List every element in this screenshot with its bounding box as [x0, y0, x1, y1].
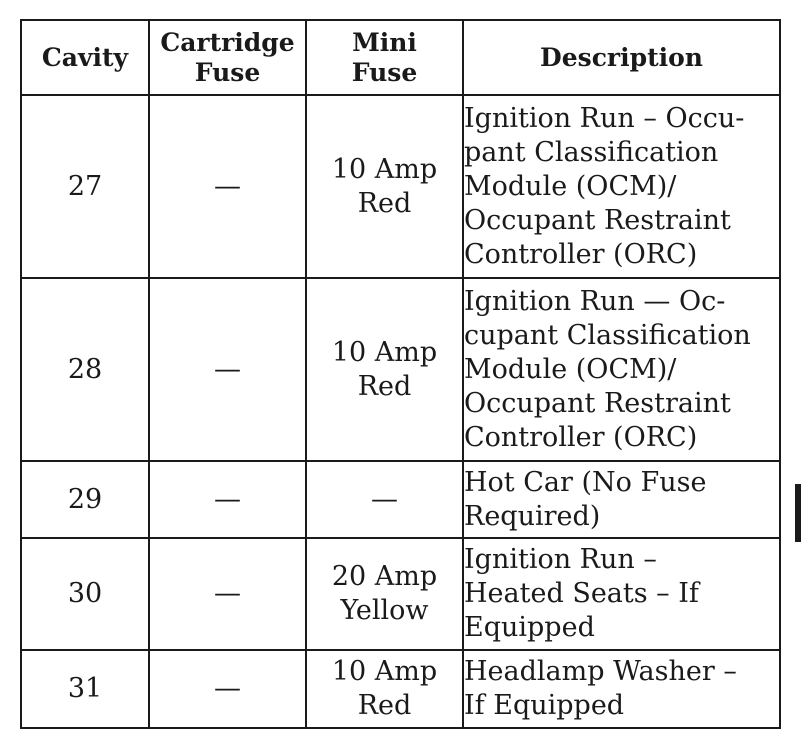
- mini-fuse-color: Red: [357, 370, 412, 402]
- cartridge-fuse-cell: —: [149, 461, 306, 538]
- mini-fuse-color: Red: [357, 690, 412, 721]
- description-line: pant Classification: [464, 136, 719, 168]
- table-header: [21, 20, 780, 95]
- mini-fuse-cell: [306, 278, 463, 461]
- header-cartridge-fuse: [149, 20, 306, 95]
- description-cell: [463, 461, 780, 538]
- cartridge-fuse-cell: —: [149, 278, 306, 461]
- page-edge-tab: [795, 484, 801, 542]
- description-line: Headlamp Washer –: [464, 656, 737, 687]
- header-mini-line2: Fuse: [351, 57, 418, 87]
- table-row: [21, 278, 780, 461]
- mini-fuse-rating: 10 Amp: [331, 336, 438, 368]
- description-line: Equipped: [464, 612, 595, 643]
- mini-fuse-cell: [306, 538, 463, 650]
- cartridge-fuse-cell: —: [149, 538, 306, 650]
- description-cell: [463, 278, 780, 461]
- description-line: Module (OCM)/: [464, 170, 677, 202]
- cavity-cell: 28: [21, 278, 149, 461]
- table-row: [21, 95, 780, 278]
- description-line: Occupant Restraint: [464, 204, 731, 236]
- description-line: Module (OCM)/: [464, 353, 677, 385]
- description-line: Occupant Restraint: [464, 387, 731, 419]
- cavity-cell: 29: [21, 461, 149, 538]
- description-line: Heated Seats – If: [464, 578, 699, 609]
- description-line: If Equipped: [464, 690, 625, 721]
- mini-fuse-cell: [306, 650, 463, 728]
- mini-fuse-rating: 10 Amp: [331, 153, 438, 185]
- description-line: cupant Classification: [464, 319, 751, 351]
- mini-fuse-cell: [306, 461, 463, 538]
- description-cell: [463, 650, 780, 728]
- description-cell: [463, 95, 780, 278]
- cavity-cell: 30: [21, 538, 149, 650]
- header-mini-fuse: [306, 20, 463, 95]
- table-row: [21, 650, 780, 728]
- description-line: Ignition Run – Occu-: [464, 102, 745, 134]
- table-row: [21, 538, 780, 650]
- mini-fuse-rating: —: [371, 483, 398, 515]
- cartridge-fuse-cell: —: [149, 650, 306, 728]
- description-line: Controller (ORC): [464, 238, 698, 270]
- table-body: [21, 95, 780, 728]
- header-description: Description: [463, 20, 780, 95]
- header-mini-line1: Mini: [352, 27, 417, 57]
- header-row: [21, 20, 780, 95]
- header-cavity: Cavity: [21, 20, 149, 95]
- mini-fuse-rating: 10 Amp: [331, 656, 438, 687]
- mini-fuse-cell: [306, 95, 463, 278]
- mini-fuse-color: Yellow: [340, 595, 429, 626]
- description-line: Controller (ORC): [464, 421, 698, 453]
- description-cell: [463, 538, 780, 650]
- description-line: Required): [464, 500, 601, 532]
- cavity-cell: 31: [21, 650, 149, 728]
- table-row: [21, 461, 780, 538]
- description-line: Ignition Run — Oc-: [464, 285, 726, 317]
- fuse-table: [20, 19, 781, 729]
- header-cartridge-line2: Fuse: [194, 57, 261, 87]
- description-line: Hot Car (No Fuse: [464, 466, 707, 498]
- cavity-cell: 27: [21, 95, 149, 278]
- cartridge-fuse-cell: —: [149, 95, 306, 278]
- header-cartridge-line1: Cartridge: [160, 27, 295, 57]
- mini-fuse-color: Red: [357, 187, 412, 219]
- description-line: Ignition Run –: [464, 544, 657, 575]
- mini-fuse-rating: 20 Amp: [331, 561, 438, 592]
